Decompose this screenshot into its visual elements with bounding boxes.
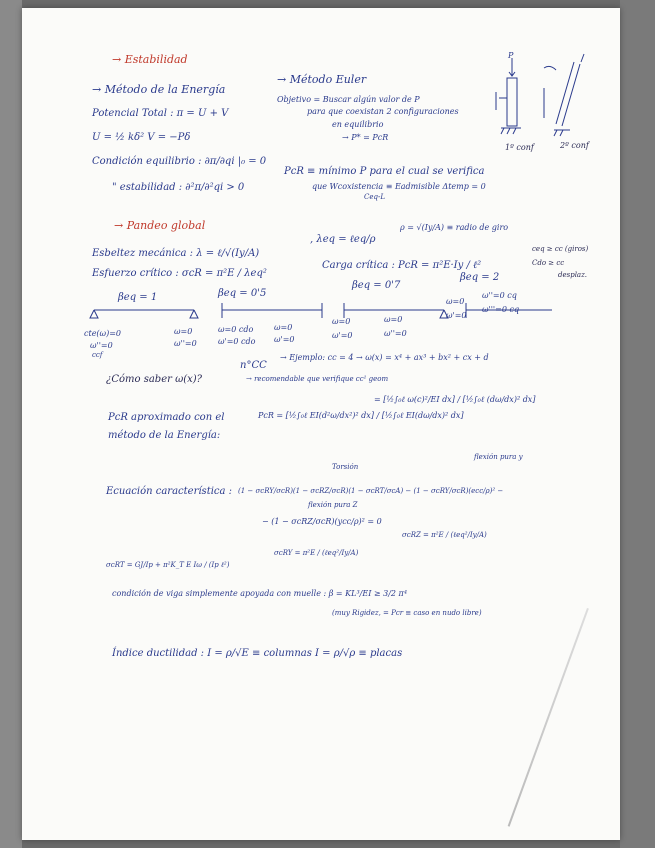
section-pandeo-global: → Pandeo global	[114, 219, 206, 232]
line-sigma-crt: σcRT = GJ/Ip + π²K_T E Iω / (Ip ℓ²)	[106, 561, 230, 569]
bc3-c: ω'=0	[332, 331, 353, 340]
paper-fold-line	[508, 608, 589, 827]
note-ceq-3: desplaz.	[558, 271, 588, 279]
line-esbeltez: Esbeltez mecánica : λ = ℓ/√(Iy/A)	[92, 248, 260, 259]
line-ecuacion: Ecuación característica :	[106, 486, 233, 497]
line-pcr-minimo: PcR ≡ mínimo P para el cual se verifica	[284, 166, 485, 177]
section-estabilidad: → Estabilidad	[112, 53, 188, 66]
line-u-v: U = ½ kδ² V = −Pδ	[92, 132, 191, 143]
line-esfuerzo-critico: Esfuerzo crítico : σcR = π²E / λeq²	[92, 268, 267, 279]
bc1-b: ω=0	[174, 327, 193, 336]
bc2-b: ω=0	[274, 323, 293, 332]
bc2-a: ω=0 cdo	[218, 325, 254, 334]
line-recomendable: → recomendable que verifique cc¹ geom	[246, 375, 389, 383]
line-lambda-eq: , λeq = ℓeq/ρ	[310, 234, 376, 245]
line-flexion: flexión pura y	[474, 453, 523, 461]
case-beq-07: βeq = 0'7	[352, 280, 401, 291]
line-flexion-pura: flexión pura Z	[308, 501, 358, 509]
bc4-d: ω'''=0 cq	[482, 305, 520, 314]
note-ceq-1: ceq ≥ cc (giros)	[532, 245, 589, 253]
line-viga-2: (muy Rigidez, = Pcr ≡ caso en nudo libre)	[332, 609, 482, 617]
line-w-sub: Ceq-L	[364, 193, 385, 201]
bc4-a: ω=0	[446, 297, 465, 306]
line-carga-critica: Carga crítica : PcR = π²E·Iy / ℓ²	[322, 260, 482, 271]
sketch-conf-2: 2º conf	[560, 141, 589, 150]
line-estabilidad: " estabilidad : ∂²π/∂²qi > 0	[112, 182, 245, 193]
line-ecuacion-formula-2: − (1 − σcRZ/σcR)(ycc/ρ)² = 0	[262, 517, 382, 526]
case-beq-1: βeq = 1	[118, 292, 158, 303]
note-ceq-2: Cdo ≥ cc	[532, 259, 565, 267]
line-radio-giro: ρ = √(Iy/A) ≡ radio de giro	[400, 223, 509, 232]
case-beq-2: βeq = 2	[460, 272, 500, 283]
line-w-condition: que Wcoxistencia ≡ Eadmisible Δtemp = 0	[312, 182, 486, 191]
line-objetivo-2: para que coexistan 2 configuraciones	[307, 107, 459, 116]
line-ncc: n°CC	[240, 360, 267, 371]
line-pcr-aprox-1: PcR aproximado con el	[108, 412, 225, 423]
line-pcr-formula-2: = [½∫₀ℓ ω(c)²/EI dx] / [½∫₀ℓ (dω/dx)² dx]	[374, 395, 536, 404]
line-indice-ductilidad: Índice ductilidad : I = ρ/√E ≡ columnas I = ρ/√ρ ≡ placas	[112, 648, 403, 659]
line-metodo-energia: → Método de la Energía	[92, 83, 226, 96]
bc2-d: ω'=0	[274, 335, 295, 344]
bc3-b: ω=0	[384, 315, 403, 324]
bc1-a: cte(ω)=0	[84, 329, 121, 338]
scan-left-border	[0, 0, 22, 848]
line-viga: condición de viga simplemente apoyada con muelle : β = KL³/EI ≥ 3/2 π⁴	[112, 589, 408, 598]
bc4-c: ω'=0	[446, 311, 467, 320]
case-beq-05: βeq = 0'5	[218, 288, 267, 299]
bc1-e: ccf	[92, 351, 103, 359]
line-pcr-aprox-2: método de la Energía:	[108, 430, 221, 441]
bc3-d: ω''=0	[384, 329, 407, 338]
line-condicion-equilibrio: Condición equilibrio : ∂π/∂qi |₀ = 0	[92, 156, 267, 167]
bc1-c: ω''=0	[90, 341, 113, 350]
line-ecuacion-formula: (1 − σcRY/σcR)(1 − σcRZ/σcR)(1 − σcRT/σcA) − (1 − σcRY/σcR)(ecc/ρ)² −	[238, 487, 504, 495]
handwritten-notes-page	[22, 8, 620, 840]
bc1-d: ω''=0	[174, 339, 197, 348]
line-objetivo-4: → P* = PcR	[342, 133, 389, 142]
line-ejemplo: → Ejemplo: cc = 4 → ω(x) = x⁴ + ax³ + bx² + cx + d	[280, 353, 489, 362]
line-pcr-formula: PcR = [½∫₀ℓ EI(d²ω/dx²)² dx] / [½∫₀ℓ EI(dω/dx)² dx]	[258, 411, 464, 420]
line-objetivo-3: en equilibrio	[332, 120, 384, 129]
line-objetivo-1: Objetivo = Buscar algún valor de P	[277, 95, 420, 104]
sketch-p-label: P	[508, 51, 514, 60]
line-metodo-euler: → Método Euler	[277, 73, 367, 86]
line-torsion: Torsión	[332, 463, 359, 471]
bc4-b: ω''=0 cq	[482, 291, 517, 300]
line-sigma-crz: σcRZ = π²E / (ℓeq²/Iy/A)	[402, 531, 487, 539]
line-potencial-total: Potencial Total : π = U + V	[92, 108, 229, 119]
line-como-saber: ¿Cómo saber ω(x)?	[106, 374, 203, 385]
bc3-a: ω=0	[332, 317, 351, 326]
line-sigma-cry: σcRY = π²E / (ℓeq²/Iy/A)	[274, 549, 359, 557]
scan-right-border	[620, 0, 655, 848]
sketch-conf-1: 1º conf	[505, 143, 534, 152]
bc2-c: ω'=0 cdo	[218, 337, 256, 346]
